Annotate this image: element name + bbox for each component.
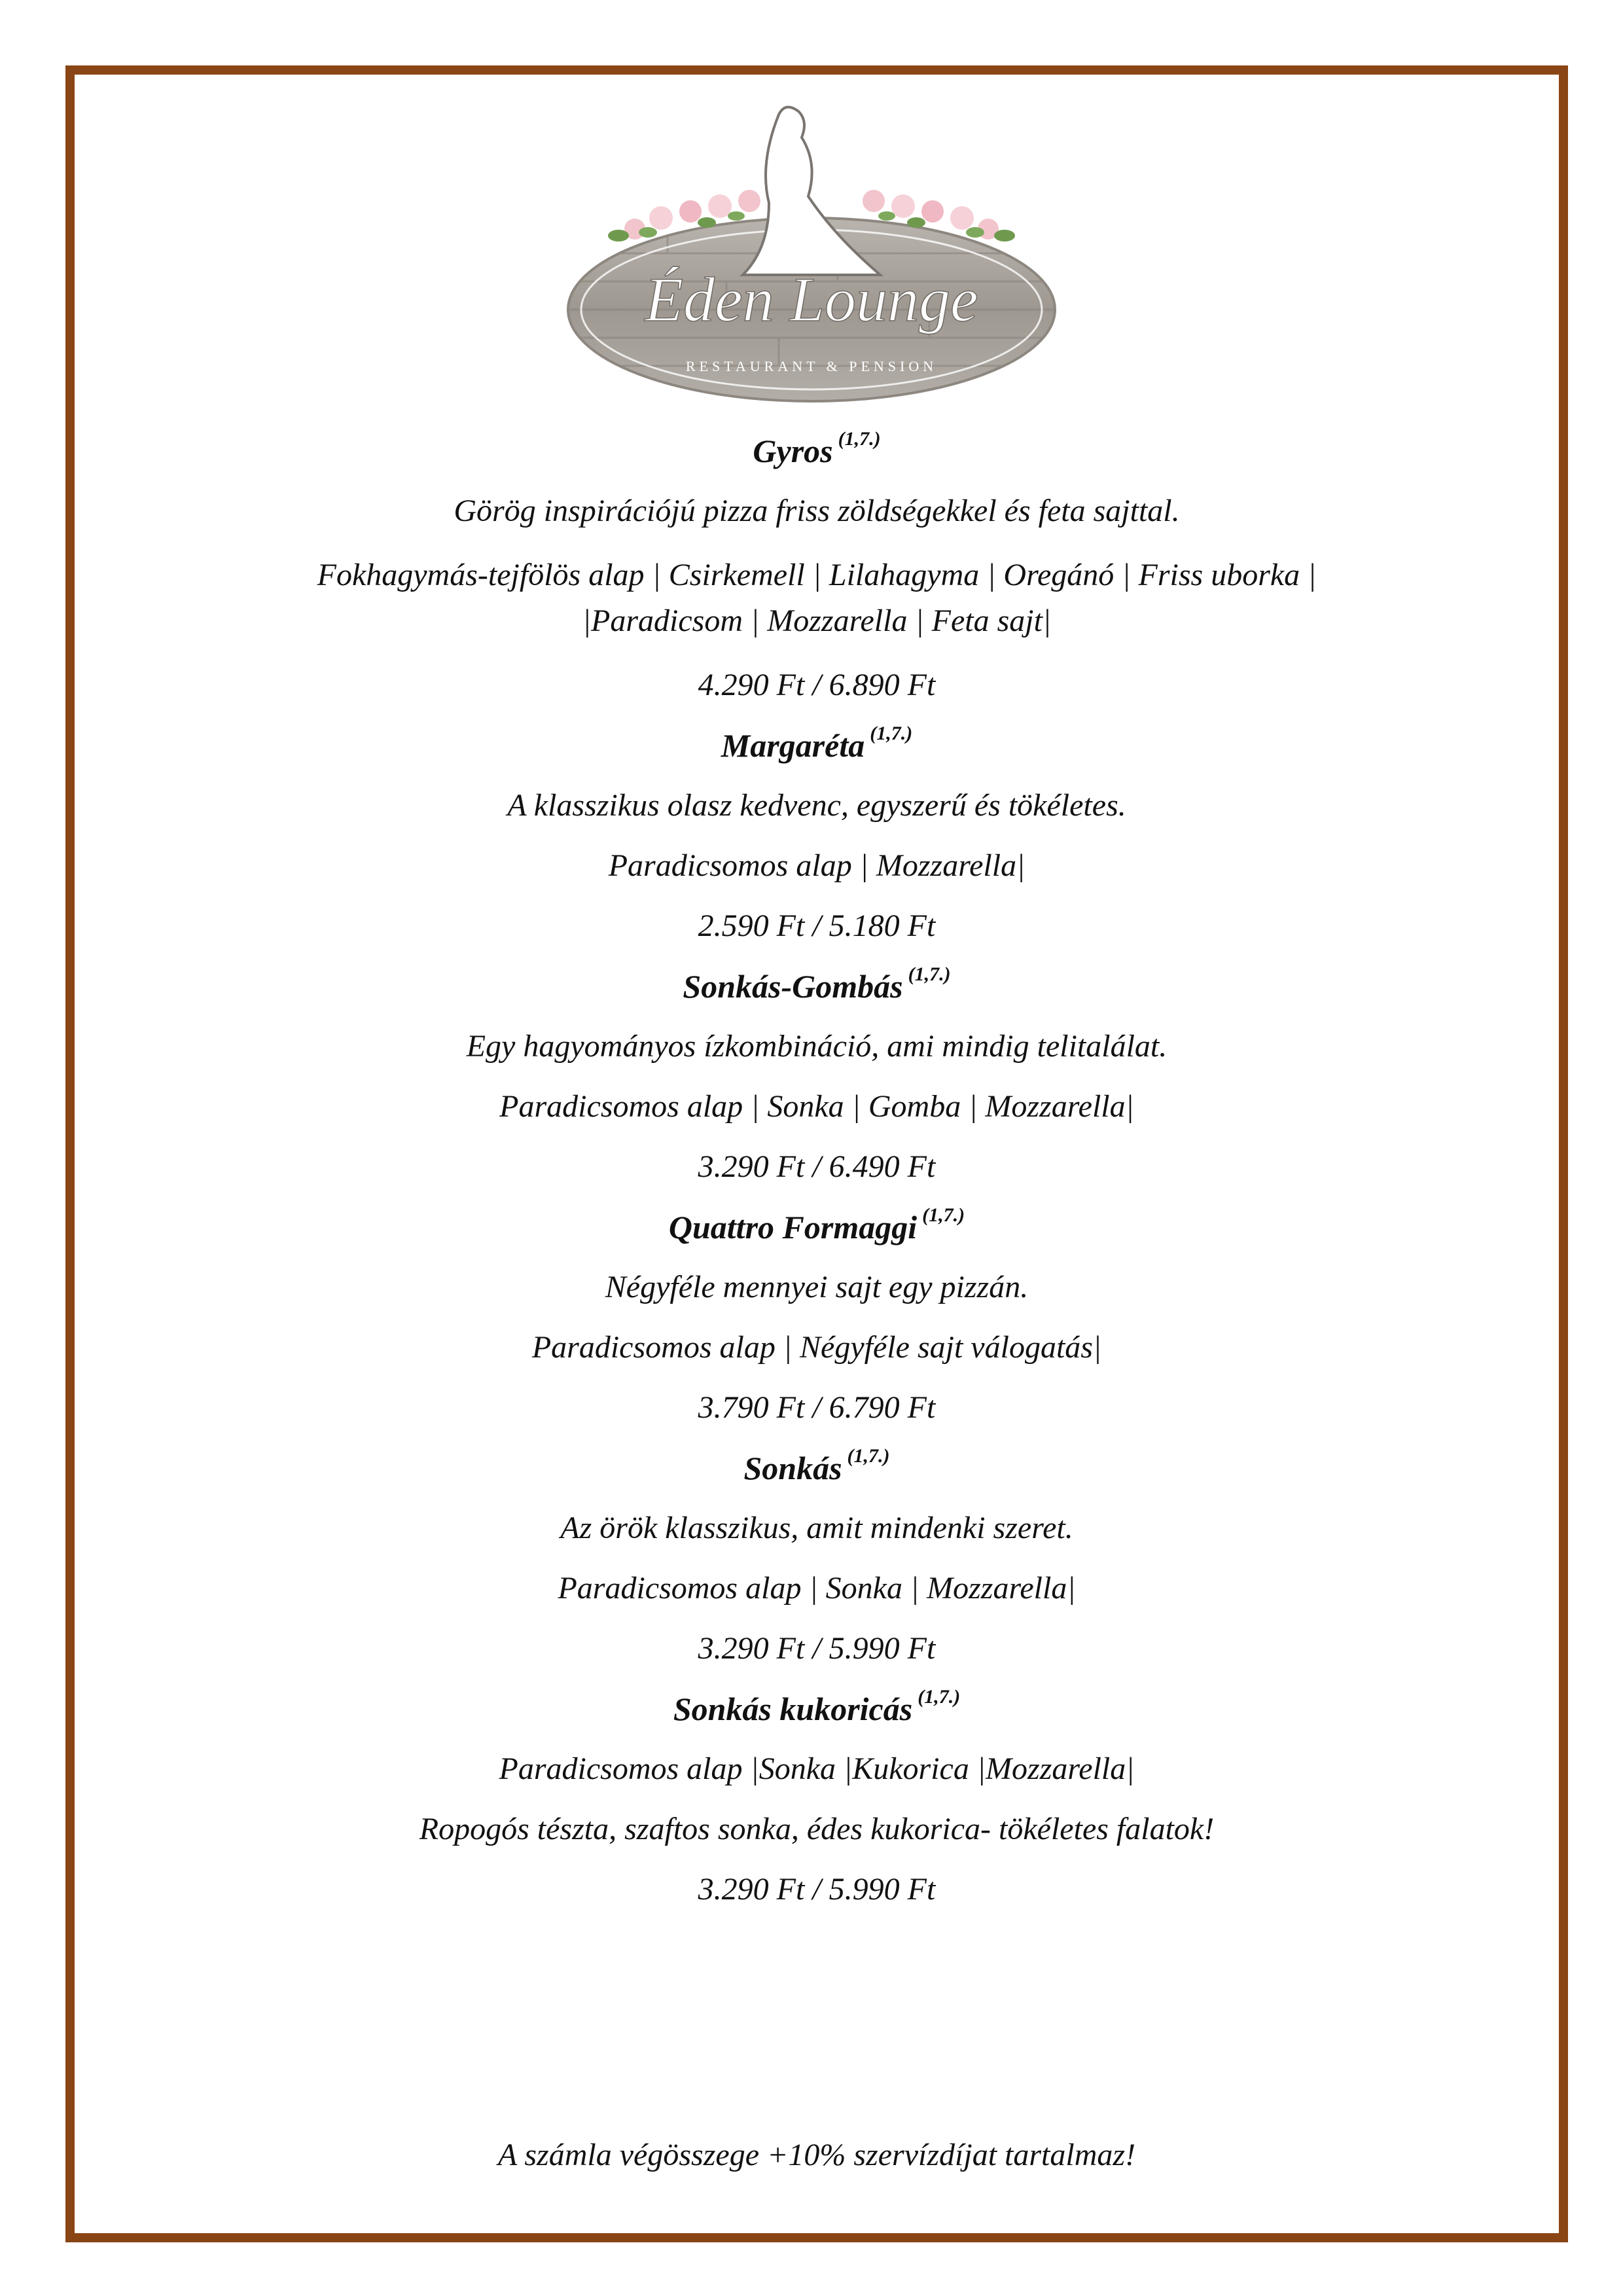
menu-item (75, 1204, 1559, 1427)
service-charge-note: A számla végösszege +10% szervízdíjat tartalmaz! (497, 2138, 1136, 2172)
item-ingredients: Paradicsomos alap | Sonka | Gomba | Mozzarella| (499, 1089, 1134, 1124)
allergen-codes: (1,7.) (870, 723, 913, 744)
item-name: Gyros (753, 433, 833, 469)
logo-graphic (563, 101, 1060, 403)
item-description: Az örök klasszikus, amit mindenki szeret. (560, 1511, 1073, 1545)
menu-item (75, 428, 1559, 704)
ingredients-line: Fokhagymás-tejfölös alap | Csirkemell | Lilahagyma | Oregánó | Friss uborka | (317, 558, 1317, 592)
item-description: Egy hagyományos ízkombináció, ami mindig telitalálat. (466, 1029, 1168, 1064)
item-ingredients (75, 552, 1559, 644)
item-description: Ropogós tészta, szaftos sonka, édes kukorica- tökéletes falatok! (419, 1812, 1215, 1846)
item-ingredients: Paradicsomos alap | Négyféle sajt válogatás| (531, 1330, 1102, 1365)
item-description: A klasszikus olasz kedvenc, egyszerű és tökéletes. (507, 788, 1126, 823)
item-name: Quattro Formaggi (668, 1209, 918, 1246)
allergen-codes: (1,7.) (908, 963, 951, 985)
item-name: Margaréta (721, 727, 865, 764)
allergen-codes: (1,7.) (922, 1204, 965, 1226)
menu-item (75, 963, 1559, 1186)
item-ingredients: Paradicsomos alap |Sonka |Kukorica |Mozzarella| (499, 1751, 1135, 1786)
item-price: 4.290 Ft / 6.890 Ft (698, 668, 936, 702)
item-ingredients: Paradicsomos alap | Mozzarella| (608, 848, 1026, 883)
item-name: Sonkás kukoricás (673, 1691, 913, 1727)
item-price: 3.290 Ft / 5.990 Ft (698, 1872, 936, 1907)
allergen-codes: (1,7.) (918, 1686, 961, 1708)
logo-subtitle: RESTAURANT & PENSION (685, 358, 938, 374)
item-name: Sonkás-Gombás (683, 968, 903, 1005)
menu-item (75, 723, 1559, 945)
allergen-codes: (1,7.) (838, 428, 881, 450)
item-price: 3.290 Ft / 5.990 Ft (698, 1631, 936, 1666)
item-price: 2.590 Ft / 5.180 Ft (698, 908, 936, 943)
menu-item (75, 1686, 1559, 1909)
ingredients-line: |Paradicsom | Mozzarella | Feta sajt| (582, 603, 1052, 638)
logo-title: Éden Lounge (645, 264, 978, 334)
pizza-menu (75, 428, 1559, 1931)
item-price: 3.790 Ft / 6.790 Ft (698, 1390, 936, 1425)
menu-item (75, 1445, 1559, 1668)
allergen-codes: (1,7.) (847, 1445, 890, 1467)
item-description: Görög inspirációjú pizza friss zöldségekkel és feta sajttal. (454, 493, 1180, 528)
item-price: 3.290 Ft / 6.490 Ft (698, 1149, 936, 1184)
item-description: Négyféle mennyei sajt egy pizzán. (605, 1270, 1029, 1304)
item-ingredients: Paradicsomos alap | Sonka | Mozzarella| (558, 1571, 1076, 1605)
restaurant-logo (563, 101, 1060, 403)
item-name: Sonkás (743, 1450, 842, 1486)
